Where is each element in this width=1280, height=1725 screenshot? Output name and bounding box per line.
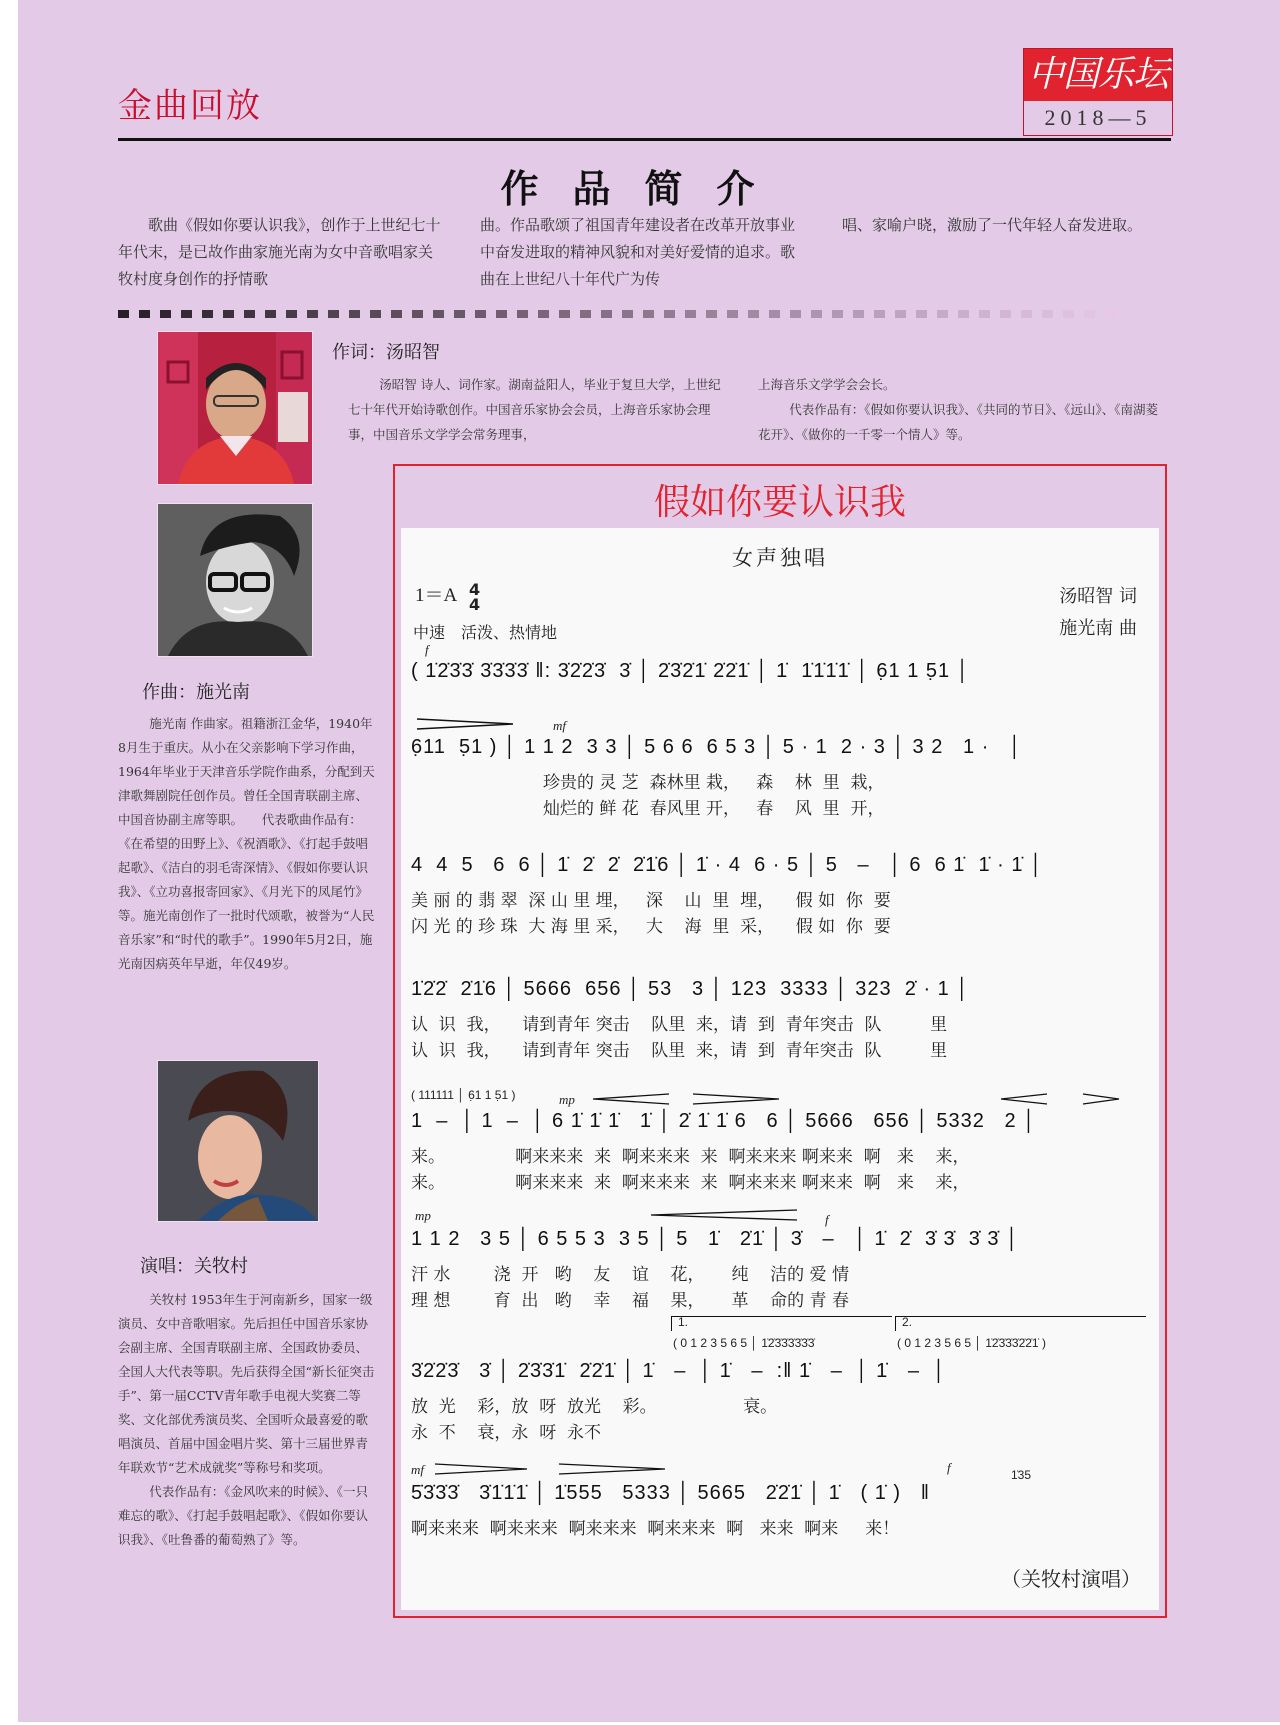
divider-dash (139, 310, 150, 318)
divider-dash (1021, 310, 1032, 318)
divider-dash (412, 310, 423, 318)
divider-dash (601, 310, 612, 318)
lyricist-bio-line-1: 上海音乐文学学会会长。 (758, 377, 896, 392)
sheet-music (401, 528, 1159, 1610)
divider-dash (1000, 310, 1011, 318)
dynamic-marking: f (825, 1212, 829, 1227)
lyricist-photo (157, 331, 313, 485)
divider-dash (496, 310, 507, 318)
divider-dash (958, 310, 969, 318)
divider-dash (706, 310, 717, 318)
divider-dash (1063, 310, 1074, 318)
intro-text (118, 212, 1171, 293)
intro-col-3: 唱、家喻户晓，激励了一代年轻人奋发进取。 (842, 216, 1143, 234)
divider-dash (853, 310, 864, 318)
crescendo-icon (591, 1092, 671, 1106)
crescendo-icon (999, 1092, 1049, 1106)
time-signature (468, 579, 481, 614)
dynamic-marking: mf (553, 718, 566, 733)
divider-dash (790, 310, 801, 318)
dynamic-marking: f (425, 642, 429, 657)
tempo-marking: 中速 活泼、热情地 (413, 623, 558, 642)
decrescendo-icon (415, 716, 515, 732)
divider-dash (244, 310, 255, 318)
singer-works-text: 代表作品有：《金风吹来的时候》、《一只难忘的歌》、《打起手鼓唱起歌》、《假如你要认识我》、《吐鲁番的葡萄熟了》等。 (118, 1484, 369, 1547)
notation-line: ( 1̇2̇3̇3̇ 3̇3̇3̇3̇ ‖: 3̇2̇2̇3̇ 3̇ │ 2̇3̇2̇1̇ 2̇2̇1̇ │ 1̇ 1̇1̇1̇1̇ │ 6̣1 1 5̣1 │ (411, 660, 971, 682)
divider-dash (916, 310, 927, 318)
divider-dash (202, 310, 213, 318)
lyrics-verse-2: 灿烂的 鲜 花 春风里 开， 春 风 里 开， (543, 799, 885, 819)
first-ending-bracket (671, 1316, 892, 1331)
song-title: 假如你要认识我 (653, 482, 906, 523)
decrescendo-icon (1081, 1092, 1121, 1106)
notation-line: 5̇3̇3̇3̇ 3̇1̇1̇1̇ │ 1̇555 5333 │ 5665 2̇2̇1̇ │ 1̇ ( 1̇ ) ‖ (411, 1482, 930, 1504)
lyrics-verse-1: 啊来来来 啊来来来 啊来来来 啊来来来 啊 来来 啊来 来！ (411, 1519, 900, 1539)
divider-dash (622, 310, 633, 318)
grace-notes: 1̇35 (1011, 1468, 1032, 1482)
divider-dash (832, 310, 843, 318)
notation-line: 1̇2̇2̇ 2̇1̇6 │ 5666 656 │ 53 3 │ 123 3333 │ 323 2̇ · 1 │ (411, 978, 970, 1000)
lyrics-verse-2: 认 识 我， 请到青年 突击 队里 来，请 到 青年突击 队 里 (411, 1041, 948, 1061)
notation-line: 3̇2̇2̇3̇ 3̇ │ 2̇3̇3̇1̇ 2̇2̇1̇ │ 1̇ – │ 1̇ – :‖ 1̇ – │ 1̇ – │ (411, 1360, 947, 1382)
lyricist-bio-col-1: 汤昭智 诗人、词作家。湖南益阳人，毕业于复旦大学，上世纪七十年代开始诗歌创作。中国音乐家协会会员，上海音乐家协会理事，中国音乐文学学会常务理事， (348, 377, 721, 442)
dynamic-marking: mf (411, 1462, 424, 1477)
lyrics-verse-1: 来。 啊来来来 来 啊来来来 来 啊来来来 啊来来 啊 来 来， (411, 1147, 970, 1167)
divider-dash (370, 310, 381, 318)
composer-photo (157, 503, 313, 657)
divider-dash (937, 310, 948, 318)
divider-dash (160, 310, 171, 318)
lyrics-verse-2: 闪 光 的 珍 珠 大 海 里 采， 大 海 里 采， 假 如 你 要 (411, 917, 891, 937)
singer-bio-text: 关牧村 1953年生于河南新乡，国家一级演员、女中音歌唱家。先后担任中国音乐家协会副主席、全国青联副主席、全国政协委员、全国人大代表等职。先后获得全国“新长征突击手”、第一届CCTV青年歌手电视大奖赛二等奖、文化部优秀演员奖、全国听众最喜爱的歌唱演员、首届中国金唱片奖、第十三届世界青年联欢节“艺术成就奖”等称号和奖项。 (118, 1292, 375, 1475)
lyrics-verse-1: 放 光 彩，放 呀 放光 彩。 衰。 (411, 1397, 778, 1417)
divider-dash (517, 310, 528, 318)
divider-dash (433, 310, 444, 318)
divider-dash (979, 310, 990, 318)
divider-dash (328, 310, 339, 318)
divider-dash (811, 310, 822, 318)
notation-line: 1 – │ 1 – │ 6 1̇ 1̇ 1̇ 1̇ │ 2̇ 1̇ 1̇ 6 6 │ 5666 656 │ 5332 2 │ (411, 1110, 1037, 1132)
second-ending-bracket (895, 1316, 1146, 1331)
lyricist-heading: 作词：汤昭智 (332, 342, 440, 363)
lyricist-bio-works: 代表作品有：《假如你要认识我》、《共同的节日》、《远山》、《南湖菱花开》、《做你的一千零一个情人》等。 (758, 402, 1159, 442)
divider-dash (685, 310, 696, 318)
key-value: 1＝A (415, 585, 457, 606)
magazine-logo (1023, 48, 1173, 136)
divider-dash (307, 310, 318, 318)
divider-dash (1042, 310, 1053, 318)
divider-dash (580, 310, 591, 318)
second-ending-label: 2. (902, 1315, 913, 1329)
notation-line: 6̣11 5̣1 ) │ 1 1 2 3 3 │ 5 6 6 6 5 3 │ 5 · 1 2 · 3 │ 3 2 1 · │ (411, 736, 1023, 758)
second-ending-notes: ( 0 1 2 3 5 6 5 │ 1̇2̇3̇3̇3̇2̇2̇1̇ ) (897, 1336, 1046, 1350)
composer-heading: 作曲：施光南 (142, 682, 250, 703)
intro-col-2: 曲。作品歌颂了祖国青年建设者在改革开放事业中奋发进取的精神风貌和对美好爱情的追求。歌曲在上世纪八十年代广为传 (480, 216, 796, 288)
divider-dash (769, 310, 780, 318)
lyrics-verse-2: 永 不 衰，永 呀 永不 (411, 1423, 602, 1443)
divider-dash (895, 310, 906, 318)
singer-heading: 演唱：关牧村 (140, 1256, 248, 1277)
singer-bio (118, 1288, 380, 1552)
dashed-divider (118, 310, 1171, 318)
dynamic-marking: f (947, 1460, 951, 1475)
song-subtitle: 女声独唱 (732, 546, 828, 570)
key-signature (415, 580, 480, 612)
decrescendo-icon (691, 1092, 781, 1106)
logo-title: 中国乐坛 (1024, 49, 1172, 101)
divider-dash (349, 310, 360, 318)
decrescendo-icon (557, 1462, 667, 1476)
divider-dash (1084, 310, 1095, 318)
first-ending-notes: ( 0 1 2 3 5 6 5 │ 1̇2̇3̇3̇3̇3̇3̇3̇ (673, 1336, 815, 1350)
dynamic-marking: mp (415, 1208, 431, 1223)
intro-col-1: 歌曲《假如你要认识我》，创作于上世纪七十年代末，是已故作曲家施光南为女中音歌唱家关牧村度身创作的抒情歌 (118, 216, 441, 288)
divider-dash (223, 310, 234, 318)
crescendo-icon (649, 1208, 799, 1222)
divider-dash (475, 310, 486, 318)
intro-title: 作品简介 (500, 167, 789, 211)
divider-dash (391, 310, 402, 318)
composer-bio (118, 712, 380, 976)
lyrics-verse-1: 美 丽 的 翡 翠 深 山 里 埋， 深 山 里 埋， 假 如 你 要 (411, 891, 891, 911)
composer-credit: 施光南 曲 (1059, 618, 1137, 639)
divider-dash (664, 310, 675, 318)
divider-dash (538, 310, 549, 318)
singer-photo (157, 1060, 319, 1222)
lyricist-credit: 汤昭智 词 (1059, 586, 1137, 607)
dynamic-marking: mp (559, 1092, 575, 1107)
notation-line: 1 1 2 3 5 │ 6 5 5 3 3 5 │ 5 1̇ 2̇1̇ │ 3̇ – │ 1̇ 2̇ 3̇ 3̇ 3̇ 3̇ │ (411, 1228, 1020, 1250)
notation-line: 4 4 5 6 6 │ 1̇ 2̇ 2̇ 2̇1̇6 │ 1̇ · 4 6 · 5 │ 5 – │ 6 6 1̇ 1̇ · 1̇ │ (411, 854, 1044, 876)
divider-dash (559, 310, 570, 318)
time-sig-bottom: 4 (468, 594, 481, 614)
score-panel (393, 464, 1167, 1618)
divider-dash (727, 310, 738, 318)
lyricist-bio-col-2 (758, 372, 1158, 447)
divider-dash (874, 310, 885, 318)
divider-dash (454, 310, 465, 318)
performer-note: （关牧村演唱） (1001, 1567, 1141, 1591)
lyrics-verse-1: 汗 水 浇 开 哟 友 谊 花， 纯 洁的 爱 情 (411, 1265, 849, 1285)
divider-dash (1105, 310, 1116, 318)
divider-dash (265, 310, 276, 318)
section-title: 金曲回放 (118, 86, 262, 126)
issue-number: 2018—5 (1024, 101, 1172, 135)
composer-bio-text: 施光南 作曲家。祖籍浙江金华，1940年8月生于重庆。从小在父亲影响下学习作曲，1964年毕业于天津音乐学院作曲系，分配到天津歌舞剧院任创作员。曾任全国青联副主席、中国音协副主席等职。 代表歌曲作品有：《在希望的田野上》、《祝酒歌》、《打起手鼓唱起歌》、《洁白的羽毛寄深情》、《假如你要认识我》、《立功喜报寄回家》、《月光下的凤尾竹》等。施光南创作了一批时代颂歌，被誉为“人民音乐家”和“时代的歌手”。1990年5月2日，施光南因病英年早逝，年仅49岁。 (118, 716, 375, 971)
lyrics-verse-2: 理 想 育 出 哟 幸 福 果， 革 命的 青 春 (411, 1291, 849, 1311)
instrumental-notes: ( 111111 │ 6̣1 1 5̣1 ) (411, 1088, 516, 1102)
decrescendo-icon (433, 1462, 529, 1476)
divider-dash (748, 310, 759, 318)
divider-dash (118, 310, 129, 318)
lyrics-verse-1: 认 识 我， 请到青年 突击 队里 来，请 到 青年突击 队 里 (411, 1015, 948, 1035)
divider-dash (286, 310, 297, 318)
first-ending-label: 1. (678, 1315, 689, 1329)
lyrics-verse-1: 珍贵的 灵 芝 森林里 栽， 森 林 里 栽， (543, 773, 885, 793)
header-rule (118, 138, 1171, 141)
time-sig-top: 4 (468, 579, 481, 599)
lyrics-verse-2: 来。 啊来来来 来 啊来来来 来 啊来来来 啊来来 啊 来 来， (411, 1173, 970, 1193)
lyricist-bio (348, 372, 1168, 447)
divider-dash (643, 310, 654, 318)
divider-dash (181, 310, 192, 318)
